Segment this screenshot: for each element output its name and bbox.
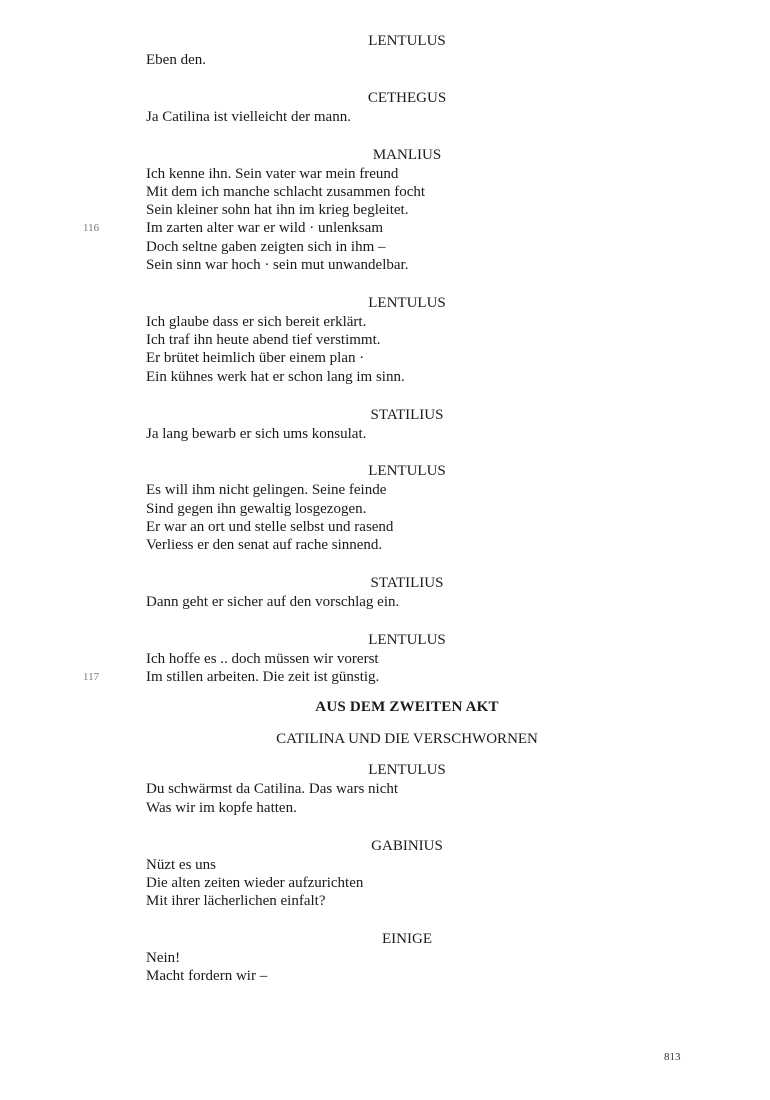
speaker-name: MANLIUS [372, 146, 442, 163]
verse-line: Ich kenne ihn. Sein vater war mein freund [146, 165, 399, 182]
act-heading: AUS DEM ZWEITEN AKT [315, 699, 499, 716]
verse-line: Ich traf ihn heute abend tief verstimmt. [146, 332, 381, 349]
verse-line: Mit dem ich manche schlacht zusammen focht [146, 183, 426, 200]
verse-line: Dann geht er sicher auf den vorschlag ein. [146, 594, 400, 611]
margin-line-number: 116 [83, 222, 100, 235]
speaker-name: LENTULUS [368, 33, 446, 49]
verse-line: Ich hoffe es .. doch müssen wir vorerst [146, 650, 379, 667]
verse-line: Doch seltne gaben zeigten sich in ihm – [146, 238, 386, 255]
verse-line: Er brütet heimlich über einem plan · [146, 350, 365, 367]
verse-line: Die alten zeiten wieder aufzurichten [146, 874, 364, 891]
verse-line: Was wir im kopfe hatten. [146, 799, 297, 816]
play-text [0, 31, 770, 986]
verse-line: Ein kühnes werk hat er schon lang im sinn. [146, 368, 405, 385]
speaker-name: EINIGE [382, 930, 432, 947]
verse-line: Sein kleiner sohn hat ihn im krieg begleitet. [146, 202, 409, 219]
verse-line: Ja Catilina ist vielleicht der mann. [146, 108, 351, 125]
verse-line: Macht fordern wir – [146, 968, 268, 985]
verse-line: Sind gegen ihn gewaltig losgezogen. [146, 500, 367, 517]
speaker-name: LENTULUS [368, 463, 446, 480]
speaker-name: GABINIUS [371, 837, 443, 854]
speaker-name: LENTULUS [368, 762, 446, 779]
speaker-name: LENTULUS [368, 294, 446, 311]
speaker-name: STATILIUS [370, 406, 444, 423]
verse-line: Ja lang bewarb er sich ums konsulat. [146, 425, 367, 442]
speaker-name: CETHEGUS [367, 89, 447, 106]
verse-line: Verliess er den senat auf rache sinnend. [146, 537, 383, 554]
verse-line [83, 219, 770, 237]
page-number: 813 [664, 1051, 681, 1063]
verse-line: Mit ihrer lächerlichen einfalt? [146, 893, 326, 910]
verse-line-text: Im zarten alter war er wild · unlenksam [146, 220, 383, 237]
verse-line [83, 668, 770, 686]
verse-line-text: Im stillen arbeiten. Die zeit ist günstig. [146, 669, 380, 686]
verse-line: Nein! [146, 949, 181, 966]
scene-heading: CATILINA UND DIE VERSCHWORNEN [276, 731, 538, 748]
verse-line: Du schwärmst da Catilina. Das wars nicht [146, 781, 399, 798]
verse-line: Er war an ort und stelle selbst und rasend [146, 518, 394, 535]
verse-line: Sein sinn war hoch · sein mut unwandelbar. [146, 257, 409, 274]
speaker-name: LENTULUS [368, 631, 446, 648]
verse-line: Es will ihm nicht gelingen. Seine feinde [146, 482, 387, 499]
verse-line: Nüzt es uns [146, 856, 216, 873]
speaker-name: STATILIUS [370, 575, 444, 592]
verse-line: Ich glaube dass er sich bereit erklärt. [146, 313, 367, 330]
margin-line-number: 117 [83, 671, 100, 684]
verse-line: Eben den. [146, 52, 206, 68]
